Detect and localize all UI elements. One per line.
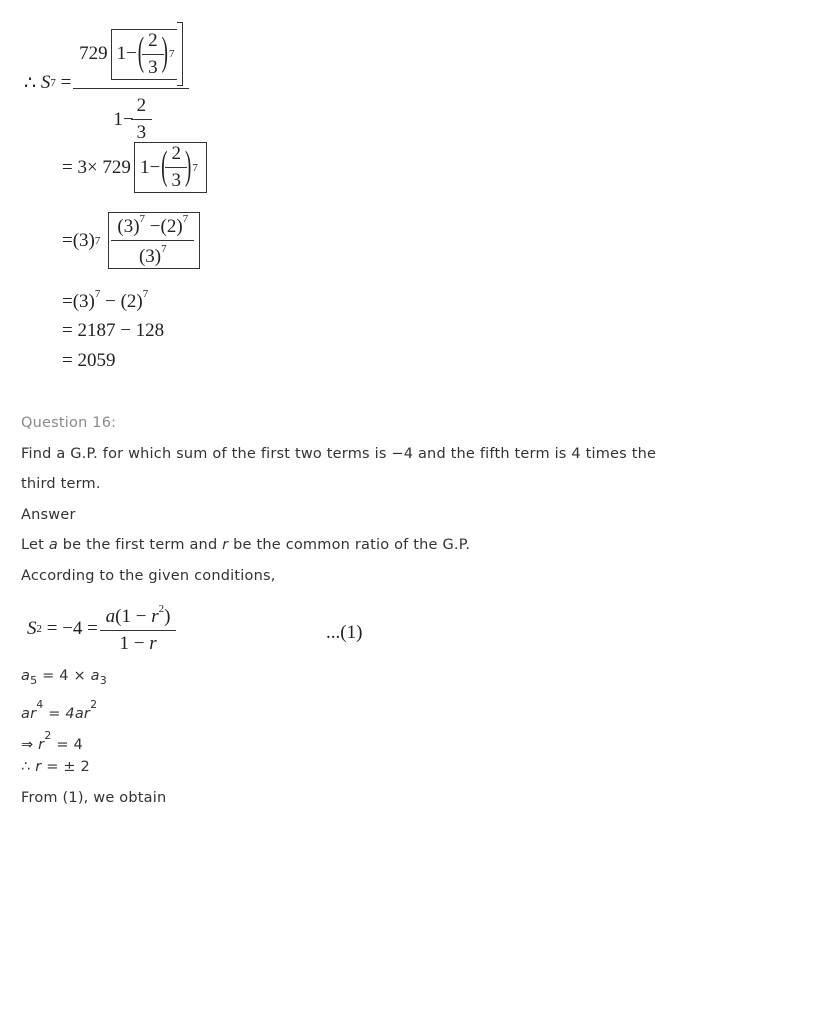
one: 1 — [116, 43, 127, 64]
therefore-symbol: ∴ — [24, 72, 37, 94]
equation-s7-step4 — [62, 288, 148, 313]
var-r: r — [222, 537, 229, 553]
numerator — [76, 22, 186, 88]
fraction — [76, 22, 186, 144]
fraction — [168, 143, 184, 192]
fraction — [103, 603, 174, 655]
exponent: 7 — [192, 161, 198, 174]
paren: ) — [161, 30, 168, 75]
equation-s7-step1 — [24, 22, 186, 144]
num: 2 — [148, 29, 158, 51]
denominator — [100, 630, 177, 655]
den: 3 — [142, 54, 164, 79]
question-text-line1: Find a G.P. for which sum of the first two terms is −4 and the fifth term is 4 times the — [21, 446, 657, 462]
minus: − — [149, 156, 161, 178]
den: 3 — [165, 167, 187, 192]
text: 1 − — [119, 633, 150, 654]
num: 2 — [136, 95, 147, 116]
paren: ( — [115, 606, 122, 627]
coef: 729 — [79, 43, 108, 64]
text: ar — [21, 706, 37, 722]
answer-conditions: According to the given conditions, — [21, 568, 276, 584]
equation-s7-step3 — [62, 212, 200, 269]
answer-line-a5 — [21, 668, 107, 687]
exponent: 2 — [44, 729, 52, 742]
therefore-symbol: ∴ — [21, 759, 36, 775]
exponent: 7 — [182, 213, 189, 225]
text: = 4 × — [37, 668, 91, 684]
term: (3) — [138, 246, 162, 267]
den: 3 — [131, 119, 153, 144]
exponent: 7 — [94, 288, 101, 300]
question-text-line2: third term. — [21, 476, 101, 492]
var-s: S — [27, 618, 37, 639]
text: 1 − — [121, 606, 152, 627]
answer-label: Answer — [21, 507, 76, 523]
paren: ( — [137, 30, 145, 75]
implies-symbol: ⇒ — [21, 737, 39, 753]
var-r: r — [35, 759, 42, 775]
step-prefix: = 3× 729 — [62, 156, 131, 178]
equation-s7-step6: = 2059 — [62, 350, 116, 371]
term: (3) — [72, 291, 95, 312]
var-r: r — [151, 606, 159, 627]
var-r: r — [38, 737, 45, 753]
var-r: r — [149, 633, 157, 654]
term: (3) — [72, 229, 95, 251]
var-s: S — [40, 72, 51, 93]
exponent: 2 — [90, 698, 98, 711]
text: 4ar — [65, 706, 91, 722]
minus: − — [105, 291, 116, 312]
exponent: 7 — [142, 288, 149, 300]
subscript: 2 — [36, 623, 42, 635]
exponent: 7 — [161, 243, 167, 255]
var-a: a — [48, 537, 58, 553]
equals: = — [60, 72, 72, 93]
paren: ( — [161, 144, 168, 189]
subscript: 3 — [99, 674, 107, 687]
numerator — [114, 213, 191, 240]
fraction — [114, 213, 191, 268]
minus: − — [122, 108, 134, 130]
text: be the common ratio of the G.P. — [228, 537, 471, 553]
numerator — [103, 603, 174, 630]
equation-1 — [27, 603, 173, 655]
exponent: 4 — [36, 698, 44, 711]
paren: ) — [184, 144, 192, 189]
var-a: a — [90, 668, 100, 684]
one: 1 — [139, 156, 150, 178]
bracket — [111, 29, 178, 80]
subscript: 5 — [30, 674, 38, 687]
term: (2) — [120, 291, 143, 312]
equation-s7-step5: = 2187 − 128 — [62, 320, 165, 341]
var-a: a — [21, 668, 31, 684]
answer-line-r2 — [21, 729, 83, 753]
denominator — [73, 88, 189, 144]
exponent: 7 — [139, 213, 146, 225]
question-label: Question 16: — [21, 415, 117, 431]
exponent: 7 — [168, 48, 175, 60]
answer-line-ar4 — [21, 698, 97, 722]
equals: = — [62, 229, 73, 251]
subscript: 7 — [50, 77, 56, 89]
fraction — [145, 30, 161, 79]
text: be the first term and — [57, 537, 223, 553]
text: = — [43, 706, 66, 722]
fraction — [134, 95, 150, 144]
minus: − — [126, 43, 137, 64]
bracket — [134, 142, 201, 193]
answer-let-line — [21, 537, 470, 553]
minus: − — [149, 216, 161, 237]
text: = ± 2 — [41, 759, 90, 775]
answer-line-r — [21, 759, 90, 775]
exponent: 7 — [94, 234, 101, 247]
text: Let — [21, 537, 49, 553]
equals: = — [62, 291, 73, 312]
one: 1 — [113, 108, 123, 130]
term: (3) — [117, 216, 140, 237]
text: = 4 — [51, 737, 83, 753]
exponent: 2 — [158, 603, 165, 615]
equation-tag: ...(1) — [326, 622, 363, 643]
answer-from-line: From (1), we obtain — [21, 790, 167, 806]
num: 2 — [171, 143, 181, 164]
denominator — [111, 240, 194, 268]
paren: ) — [164, 606, 171, 627]
equation-middle: = −4 = — [46, 618, 98, 639]
equation-s7-step2 — [62, 142, 207, 193]
var-a: a — [105, 606, 116, 627]
bracket — [108, 212, 194, 269]
term: (2) — [160, 216, 183, 237]
